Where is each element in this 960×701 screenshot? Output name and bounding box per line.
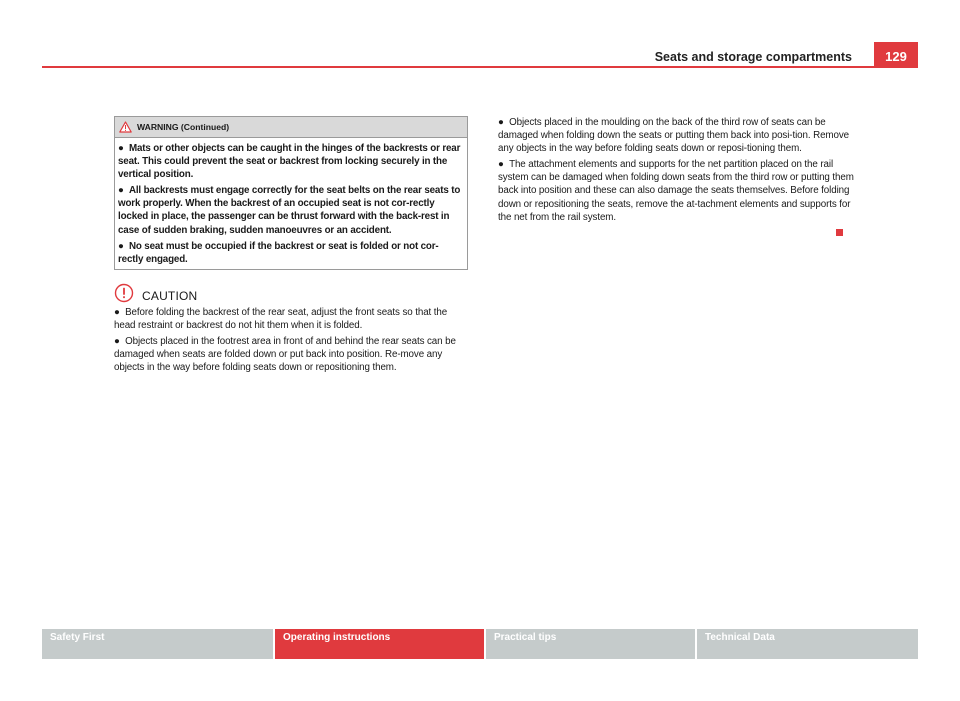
warning-header <box>115 117 467 138</box>
list-item-text: The attachment elements and supports for the net partition placed on the rail system can be damaged when folding down seats from the third row or putting them back into position and these can also damage the seats themselves. Before folding down or repositioning the seats, remove the at-tachment elements and supports for the net from the rail system. <box>498 159 854 223</box>
warning-item-text: All backrests must engage correctly for the seat belts on the rear seats to work properly. When the backrest of an occupied seat is not cor-rectly locked in place, the passenger can be thrust forward with the back-rest in case of sudden braking, sudden manoeuvres or an accident. <box>118 185 461 236</box>
caution-item-text: Objects placed in the footrest area in front of and behind the rear seats can be damaged when seats are folded down or put back into position. Re-move any objects in the way before folding seats down or repositioning them. <box>114 336 456 374</box>
end-of-section-marker <box>836 229 843 236</box>
header-rule <box>42 66 918 68</box>
warning-item <box>118 184 461 236</box>
caution-item <box>114 335 466 374</box>
footer-tab-technical-data[interactable]: Technical Data <box>695 629 918 659</box>
caution-item-text: Before folding the backrest of the rear seat, adjust the front seats so that the head restraint or backrest do not hit them when it is folded. <box>114 307 448 332</box>
caution-header <box>114 283 466 303</box>
right-column <box>498 116 856 227</box>
warning-box <box>114 116 468 270</box>
footer-nav <box>42 629 918 659</box>
page-number-badge: 129 <box>874 42 918 67</box>
warning-item <box>118 240 461 266</box>
warning-triangle-icon <box>119 121 132 133</box>
caution-item <box>114 306 466 332</box>
warning-item-text: No seat must be occupied if the backrest or seat is folded or not cor-rectly engaged. <box>118 240 439 265</box>
bullet: ● <box>498 159 504 171</box>
list-item-text: Objects placed in the moulding on the back of the third row of seats can be damaged when folding down the seats or putting them back into posi-tion. Remove any objects in the way before folding seats down or reposi-tioning them. <box>498 117 849 155</box>
list-item <box>498 116 856 155</box>
warning-item <box>118 142 461 181</box>
warning-label: WARNING (Continued) <box>137 122 230 132</box>
footer-tab-safety-first[interactable]: Safety First <box>42 629 273 659</box>
bullet: ● <box>118 143 124 154</box>
warning-item-text: Mats or other objects can be caught in the hinges of the backrests or rear seat. This could prevent the seat or backrest from locking securely in the vertical position. <box>118 143 461 181</box>
bullet: ● <box>114 307 120 318</box>
caution-title: CAUTION <box>142 289 198 303</box>
bullet: ● <box>118 240 124 252</box>
footer-tab-operating-instructions[interactable]: Operating instructions <box>273 629 484 659</box>
warning-body <box>115 138 467 266</box>
list-item <box>498 158 856 223</box>
footer-tab-practical-tips[interactable]: Practical tips <box>484 629 695 659</box>
page-title: Seats and storage compartments <box>654 50 852 64</box>
exclamation-circle-icon <box>114 283 134 303</box>
bullet: ● <box>498 117 504 128</box>
bullet: ● <box>114 336 120 348</box>
caution-section <box>114 283 466 377</box>
caution-body <box>114 306 466 374</box>
bullet: ● <box>118 185 124 197</box>
